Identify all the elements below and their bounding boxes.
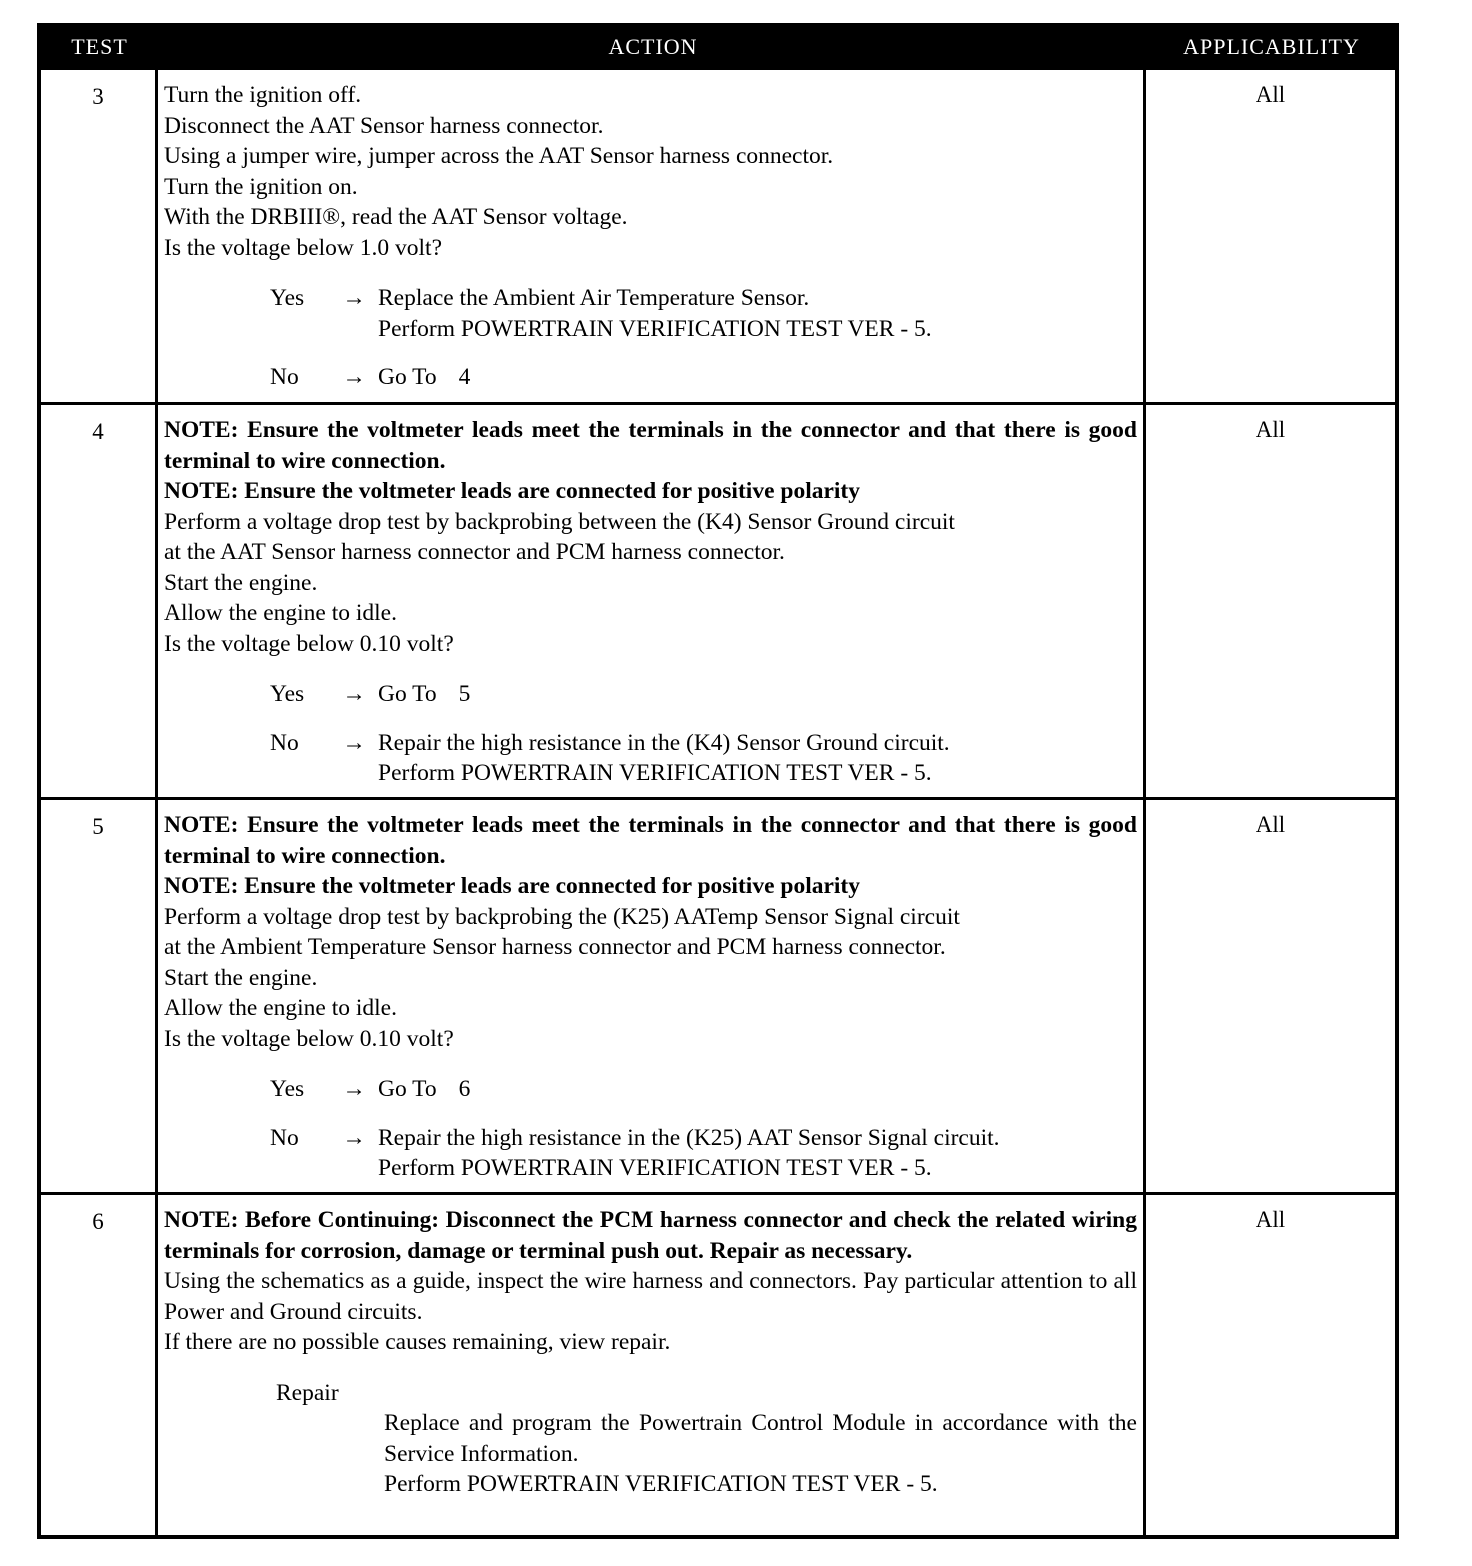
yes-label: Yes [270, 1076, 305, 1102]
no-label: No [270, 364, 299, 390]
no-branch [164, 1123, 1137, 1184]
yes-branch [164, 1074, 1137, 1105]
arrow-icon: → [342, 1076, 366, 1102]
note-text: NOTE: Before Continuing: Disconnect the PCM harness connector and check the related wiring terminals for corrosion, damage or terminal push out. Repair as necessary. [164, 1207, 1137, 1264]
test-number: 5 [41, 800, 158, 1192]
goto-test-number: 4 [458, 364, 471, 390]
yes-branch [164, 679, 1137, 710]
test-number: 6 [41, 1195, 158, 1535]
no-result [378, 1123, 1137, 1184]
no-label: No [270, 729, 299, 756]
action-line: Is the voltage below 1.0 volt? [164, 234, 443, 261]
yes-branch [164, 283, 1137, 344]
action-line: Allow the engine to idle. [164, 995, 397, 1021]
action-line: Is the voltage below 0.10 volt? [164, 630, 454, 657]
action-cell [158, 70, 1146, 402]
table-header [41, 27, 1395, 67]
branches [164, 283, 1137, 393]
applicability-value: All [1255, 812, 1286, 837]
repair-text: Replace and program the Powertrain Control Module in accordance with the Service Information. [384, 1410, 1137, 1467]
branches [164, 1074, 1137, 1184]
goto-text: Go To [378, 364, 437, 390]
action-line: Start the engine. [164, 569, 318, 596]
verification-line: Perform POWERTRAIN VERIFICATION TEST VER - 5. [378, 1155, 932, 1181]
arrow-icon: → [342, 1124, 366, 1151]
action-line: Start the engine. [164, 964, 318, 991]
goto-text: Go To [378, 1076, 437, 1102]
yes-result [378, 283, 1137, 344]
action-line: Turn the ignition off. [164, 82, 362, 108]
verification-line: Perform POWERTRAIN VERIFICATION TEST VER - 5. [378, 760, 932, 786]
applicability-value: All [1255, 82, 1286, 107]
result-line: Repair the high resistance in the (K4) Sensor Ground circuit. [378, 729, 950, 756]
note-text: NOTE: Ensure the voltmeter leads are connected for positive polarity [164, 478, 861, 504]
no-result [378, 362, 1137, 393]
yes-label: Yes [270, 285, 305, 311]
yes-result [378, 1074, 1137, 1105]
arrow-icon: → [342, 364, 366, 390]
action-line: With the DRBIII®, read the AAT Sensor voltage. [164, 204, 628, 230]
test-number: 3 [41, 70, 158, 402]
no-result [378, 728, 1137, 789]
action-line: Perform a voltage drop test by backprobing between the (K4) Sensor Ground circuit [164, 508, 955, 535]
goto-test-number: 5 [458, 681, 471, 707]
arrow-icon: → [342, 729, 366, 756]
diagnostic-test-table [37, 23, 1399, 1539]
arrow-icon: → [342, 681, 366, 707]
table-row [41, 797, 1395, 1192]
test-number: 4 [41, 405, 158, 797]
action-paragraph: Using the schematics as a guide, inspect the wire harness and connectors. Pay particular attention to all Power and Ground circuits. [164, 1268, 1137, 1325]
arrow-icon: → [342, 285, 366, 311]
no-branch [164, 362, 1137, 393]
action-line: Is the voltage below 0.10 volt? [164, 1025, 454, 1052]
result-line: Replace the Ambient Air Temperature Sensor. [378, 285, 810, 311]
applicability-value: All [1255, 417, 1286, 442]
applicability-value: All [1255, 1207, 1286, 1232]
header-action: ACTION [608, 34, 698, 59]
header-test: TEST [71, 34, 128, 59]
action-line: Disconnect the AAT Sensor harness connector. [164, 112, 604, 139]
repair-label: Repair [276, 1379, 339, 1406]
action-line: Perform a voltage drop test by backprobing the (K25) AATemp Sensor Signal circuit [164, 903, 960, 930]
action-cell [158, 800, 1146, 1192]
action-cell [158, 405, 1146, 797]
result-line: Repair the high resistance in the (K25) AAT Sensor Signal circuit. [378, 1124, 1000, 1151]
action-line: If there are no possible causes remaining, view repair. [164, 1329, 671, 1355]
verification-line: Perform POWERTRAIN VERIFICATION TEST VER - 5. [378, 315, 932, 342]
header-applicability: APPLICABILITY [1183, 34, 1360, 59]
note-text: NOTE: Ensure the voltmeter leads are connected for positive polarity [164, 873, 861, 899]
action-line: Using a jumper wire, jumper across the AAT Sensor harness connector. [164, 143, 834, 169]
note-text: NOTE: Ensure the voltmeter leads meet the terminals in the connector and that there is good terminal to wire connection. [164, 417, 1137, 474]
note-text: NOTE: Ensure the voltmeter leads meet the terminals in the connector and that there is good terminal to wire connection. [164, 812, 1137, 869]
yes-label: Yes [270, 681, 305, 707]
branches [164, 679, 1137, 789]
goto-test-number: 6 [458, 1076, 471, 1102]
yes-result [378, 679, 1137, 710]
action-line: at the Ambient Temperature Sensor harness connector and PCM harness connector. [164, 934, 946, 960]
table-row [41, 67, 1395, 402]
goto-text: Go To [378, 681, 437, 707]
action-cell [158, 1195, 1146, 1535]
action-line: at the AAT Sensor harness connector and PCM harness connector. [164, 539, 785, 565]
table-row [41, 402, 1395, 797]
no-label: No [270, 1124, 299, 1151]
no-branch [164, 728, 1137, 789]
action-line: Allow the engine to idle. [164, 600, 397, 626]
action-line: Turn the ignition on. [164, 173, 358, 200]
table-row [41, 1192, 1395, 1535]
verification-line: Perform POWERTRAIN VERIFICATION TEST VER - 5. [384, 1471, 938, 1497]
